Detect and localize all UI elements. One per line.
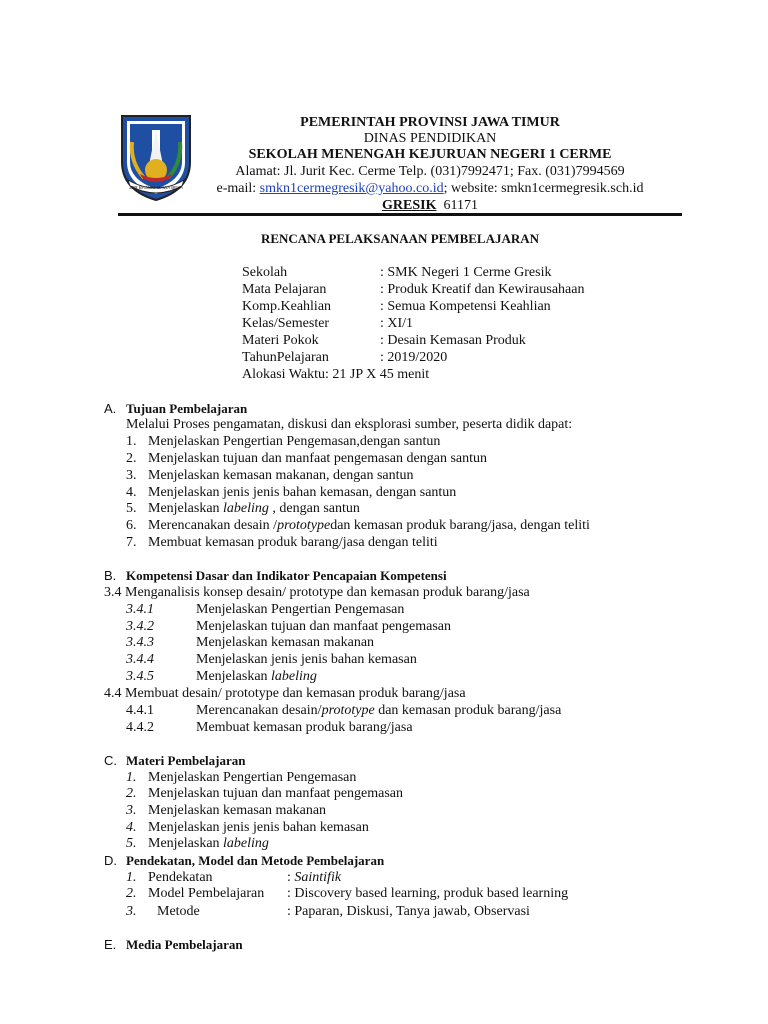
list-number: 5. [126, 836, 137, 851]
identity-value: : XI/1 [380, 316, 414, 331]
indicator-text: Menjelaskan jenis jenis bahan kemasan [196, 652, 417, 667]
website-text: ; website: smkn1cermegresik.sch.id [443, 181, 644, 196]
list-number: 5. [126, 501, 137, 516]
approach-value [287, 886, 568, 902]
text-segment: Merencanakan desain / [148, 518, 278, 533]
list-number: 1. [126, 870, 137, 885]
list-number: 4. [126, 485, 137, 500]
section-letter: D. [104, 853, 117, 868]
text-segment: , dengan santun [268, 501, 360, 516]
identity-value: : SMK Negeri 1 Cerme Gresik [380, 265, 552, 280]
value-text: Paparan, Diskusi, Tanya jawab, Observasi [294, 904, 530, 919]
identity-value: : Produk Kreatif dan Kewirausahaan [380, 282, 585, 297]
value-text: Saintifik [294, 870, 342, 885]
list-number: 6. [126, 518, 137, 533]
list-item: Menjelaskan tujuan dan manfaat pengemasan dengan santun [148, 451, 487, 466]
section-title: Tujuan Pembelajaran [126, 401, 248, 416]
list-item: Menjelaskan kemasan makanan, dengan santun [148, 468, 414, 483]
section-intro: Melalui Proses pengamatan, diskusi dan eksplorasi sumber, peserta didik dapat: [126, 417, 573, 432]
indicator-text: Menjelaskan Pengertian Pengemasan [196, 602, 405, 617]
indicator-number: 4.4.2 [126, 720, 154, 735]
approach-value [287, 870, 341, 886]
indicator-text: Menjelaskan tujuan dan manfaat pengemasan [196, 619, 452, 634]
list-number: 1. [126, 434, 137, 449]
list-number: 7. [126, 535, 137, 550]
text-segment: Menjelaskan [148, 501, 224, 516]
identity-value: : 2019/2020 [380, 350, 448, 365]
indicator-text [196, 703, 561, 719]
indicator-text [196, 669, 317, 685]
postal-code: 61171 [443, 198, 478, 213]
section-title: Pendekatan, Model dan Metode Pembelajaran [126, 853, 385, 868]
list-item: Menjelaskan Pengertian Pengemasan [148, 770, 357, 785]
list-item: Menjelaskan Pengertian Pengemasan,dengan santun [148, 434, 441, 449]
colon: : [287, 904, 295, 919]
list-item: Menjelaskan jenis jenis bahan kemasan, dengan santun [148, 485, 457, 500]
list-item [148, 501, 360, 517]
text-segment: dan kemasan produk barang/jasa [374, 703, 562, 718]
italic-term: prototype [321, 703, 375, 718]
identity-label: Materi Pokok [242, 333, 319, 348]
list-number: 1. [126, 770, 137, 785]
letterhead-school: SEKOLAH MENENGAH KEJURUAN NEGERI 1 CERME [248, 147, 612, 162]
indicator-number: 3.4.1 [126, 602, 154, 617]
list-item [148, 836, 269, 852]
email-link[interactable]: smkn1cermegresik@yahoo.co.id [259, 181, 444, 196]
section-letter: A. [104, 401, 117, 416]
section-title: Kompetensi Dasar dan Indikator Pencapaian Kompetensi [126, 568, 447, 583]
identity-label: Kelas/Semester [242, 316, 330, 331]
list-number: 4. [126, 820, 137, 835]
basic-competency: 4.4 Membuat desain/ prototype dan kemasan produk barang/jasa [104, 686, 466, 701]
document-title: RENCANA PELAKSANAAN PEMBELAJARAN [260, 231, 540, 246]
list-number: 2. [126, 451, 137, 466]
letterhead-city [190, 198, 670, 214]
basic-competency: 3.4 Menganalisis konsep desain/ prototype dan kemasan produk barang/jasa [104, 585, 530, 600]
approach-label: Pendekatan [148, 870, 213, 885]
indicator-text: Menjelaskan kemasan makanan [196, 635, 375, 650]
letterhead-address: Alamat: Jl. Jurit Kec. Cerme Telp. (031)7992471; Fax. (031)7994569 [235, 164, 625, 179]
list-item [148, 518, 590, 534]
value-text: Discovery based learning, produk based learning [294, 886, 569, 901]
section-title: Media Pembelajaran [126, 937, 243, 952]
italic-term: prototype [277, 518, 331, 533]
section-letter: C. [104, 753, 117, 768]
logo-motto: JER BASUKI MAWA BEYA [129, 185, 183, 190]
letterhead-agency: DINAS PENDIDIKAN [363, 131, 497, 146]
section-title: Materi Pembelajaran [126, 753, 246, 768]
section-letter: E. [104, 937, 117, 952]
indicator-number: 3.4.3 [126, 635, 154, 650]
approach-label: Model Pembelajaran [148, 886, 265, 901]
list-item: Menjelaskan kemasan makanan [148, 803, 327, 818]
colon: : [287, 886, 295, 901]
email-label: e-mail: [216, 181, 260, 196]
italic-term: labeling [223, 501, 269, 516]
approach-label: Metode [157, 904, 200, 919]
city-name: GRESIK [382, 198, 437, 213]
indicator-number: 3.4.2 [126, 619, 154, 634]
text-segment: dan kemasan produk barang/jasa, dengan teliti [330, 518, 590, 533]
allocation-time: Alokasi Waktu: 21 JP X 45 menit [242, 367, 430, 382]
indicator-number: 4.4.1 [126, 703, 154, 718]
list-number: 3. [126, 468, 137, 483]
identity-label: TahunPelajaran [242, 350, 329, 365]
text-segment: Merencanakan desain/ [196, 703, 322, 718]
indicator-number: 3.4.5 [126, 669, 154, 684]
text-segment: Menjelaskan [196, 669, 272, 684]
letterhead-contact [190, 181, 670, 197]
approach-value [287, 904, 530, 920]
identity-label: Sekolah [242, 265, 288, 280]
identity-label: Komp.Keahlian [242, 299, 332, 314]
section-letter: B. [104, 568, 117, 583]
list-number: 3. [126, 904, 137, 919]
list-number: 2. [126, 886, 137, 901]
italic-term: labeling [223, 836, 269, 851]
identity-value: : Semua Kompetensi Keahlian [380, 299, 551, 314]
list-item: Menjelaskan tujuan dan manfaat pengemasan [148, 786, 404, 801]
indicator-text: Membuat kemasan produk barang/jasa [196, 720, 413, 735]
indicator-number: 3.4.4 [126, 652, 154, 667]
letterhead-government: PEMERINTAH PROVINSI JAWA TIMUR [300, 115, 560, 130]
list-item: Membuat kemasan produk barang/jasa dengan teliti [148, 535, 438, 550]
colon: : [287, 870, 295, 885]
east-java-emblem-logo [118, 112, 194, 202]
italic-term: labeling [271, 669, 317, 684]
letterhead-divider [118, 213, 682, 216]
list-number: 3. [126, 803, 137, 818]
list-number: 2. [126, 786, 137, 801]
identity-value: : Desain Kemasan Produk [380, 333, 526, 348]
identity-label: Mata Pelajaran [242, 282, 327, 297]
text-segment: Menjelaskan [148, 836, 224, 851]
list-item: Menjelaskan jenis jenis bahan kemasan [148, 820, 369, 835]
